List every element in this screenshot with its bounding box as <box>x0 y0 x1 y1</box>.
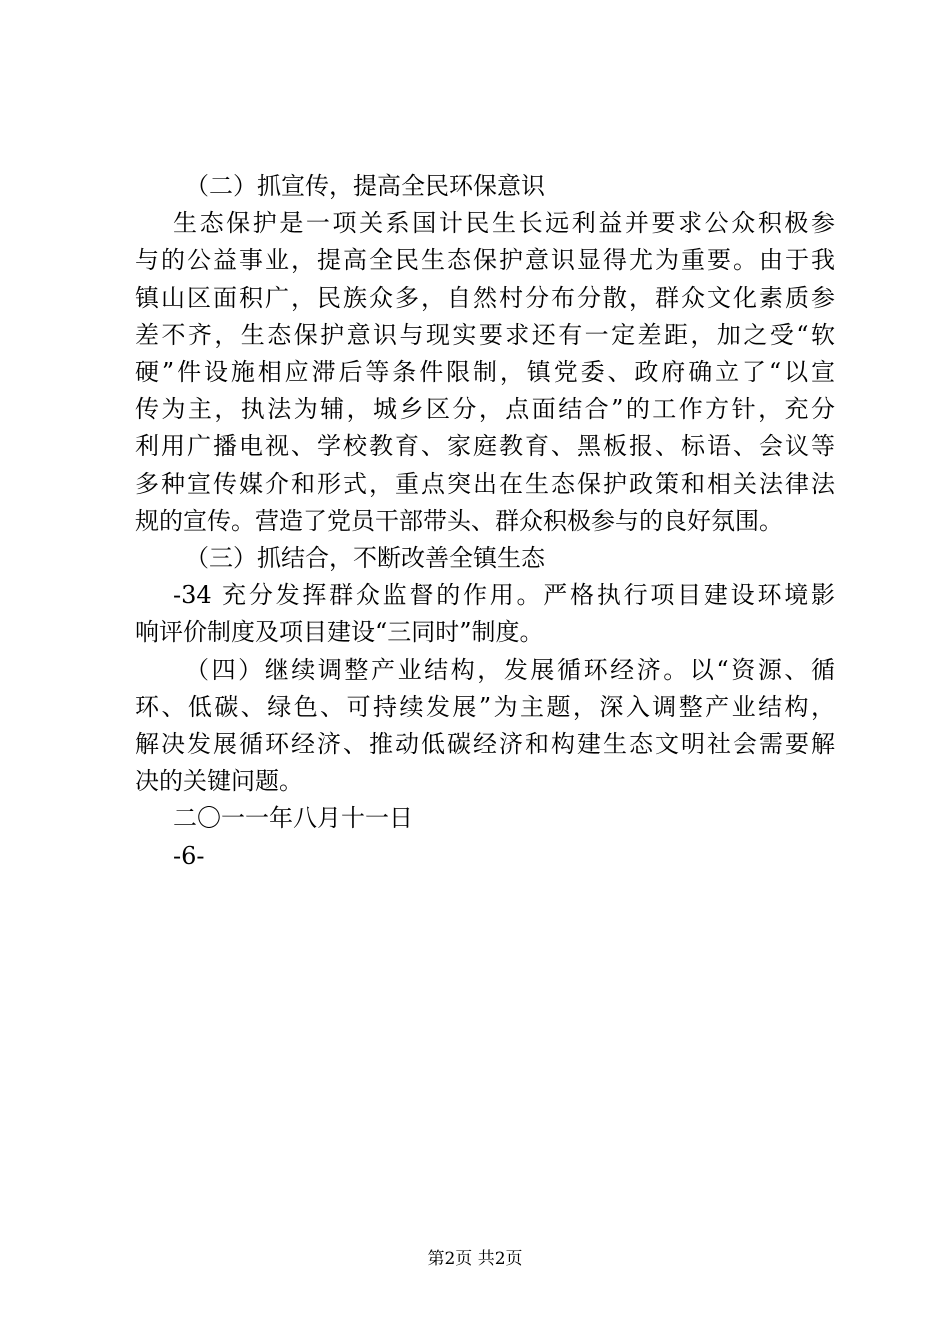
paragraph-line: （四）继续调整产业结构，发展循环经济。以“资源、循 <box>185 655 835 684</box>
section-heading-3: （三）抓结合，不断改善全镇生态 <box>185 544 545 573</box>
document-date: 二〇一一年八月十一日 <box>173 804 413 833</box>
paragraph-line: 解决发展循环经济、推动低碳经济和构建生态文明社会需要解 <box>135 730 835 759</box>
paragraph-line: 生态保护是一项关系国计民生长远利益并要求公众积极参 <box>173 209 835 238</box>
paragraph-line: -34 充分发挥群众监督的作用。严格执行项目建设环境影 <box>173 581 835 610</box>
paragraph-line: 多种宣传媒介和形式，重点突出在生态保护政策和相关法律法 <box>135 469 835 498</box>
paragraph-line: 差不齐，生态保护意识与现实要求还有一定差距，加之受“软 <box>135 320 835 349</box>
page-footer: 第2页 共2页 <box>427 1249 523 1269</box>
paragraph-line: 决的关键问题。 <box>135 767 303 796</box>
section-heading-2: （二）抓宣传，提高全民环保意识 <box>185 172 545 200</box>
paragraph-line: 硬”件设施相应滞后等条件限制，镇党委、政府确立了“以宣 <box>135 358 835 387</box>
paragraph-line: 规的宣传。营造了党员干部带头、群众积极参与的良好氛围。 <box>135 506 783 535</box>
paragraph-line: 镇山区面积广，民族众多，自然村分布分散，群众文化素质参 <box>135 283 835 312</box>
paragraph-line: 响评价制度及项目建设“三同时”制度。 <box>135 618 544 647</box>
document-body <box>135 168 835 875</box>
paragraph-line: 与的公益事业，提高全民生态保护意识显得尤为重要。由于我 <box>135 246 835 275</box>
paragraph-line: 环、低碳、绿色、可持续发展”为主题，深入调整产业结构， <box>135 692 835 721</box>
page-marker: -6- <box>173 841 205 870</box>
paragraph-line: 传为主，执法为辅，城乡区分，点面结合”的工作方针，充分 <box>135 395 835 424</box>
paragraph-line: 利用广播电视、学校教育、家庭教育、黑板报、标语、会议等 <box>135 432 835 461</box>
